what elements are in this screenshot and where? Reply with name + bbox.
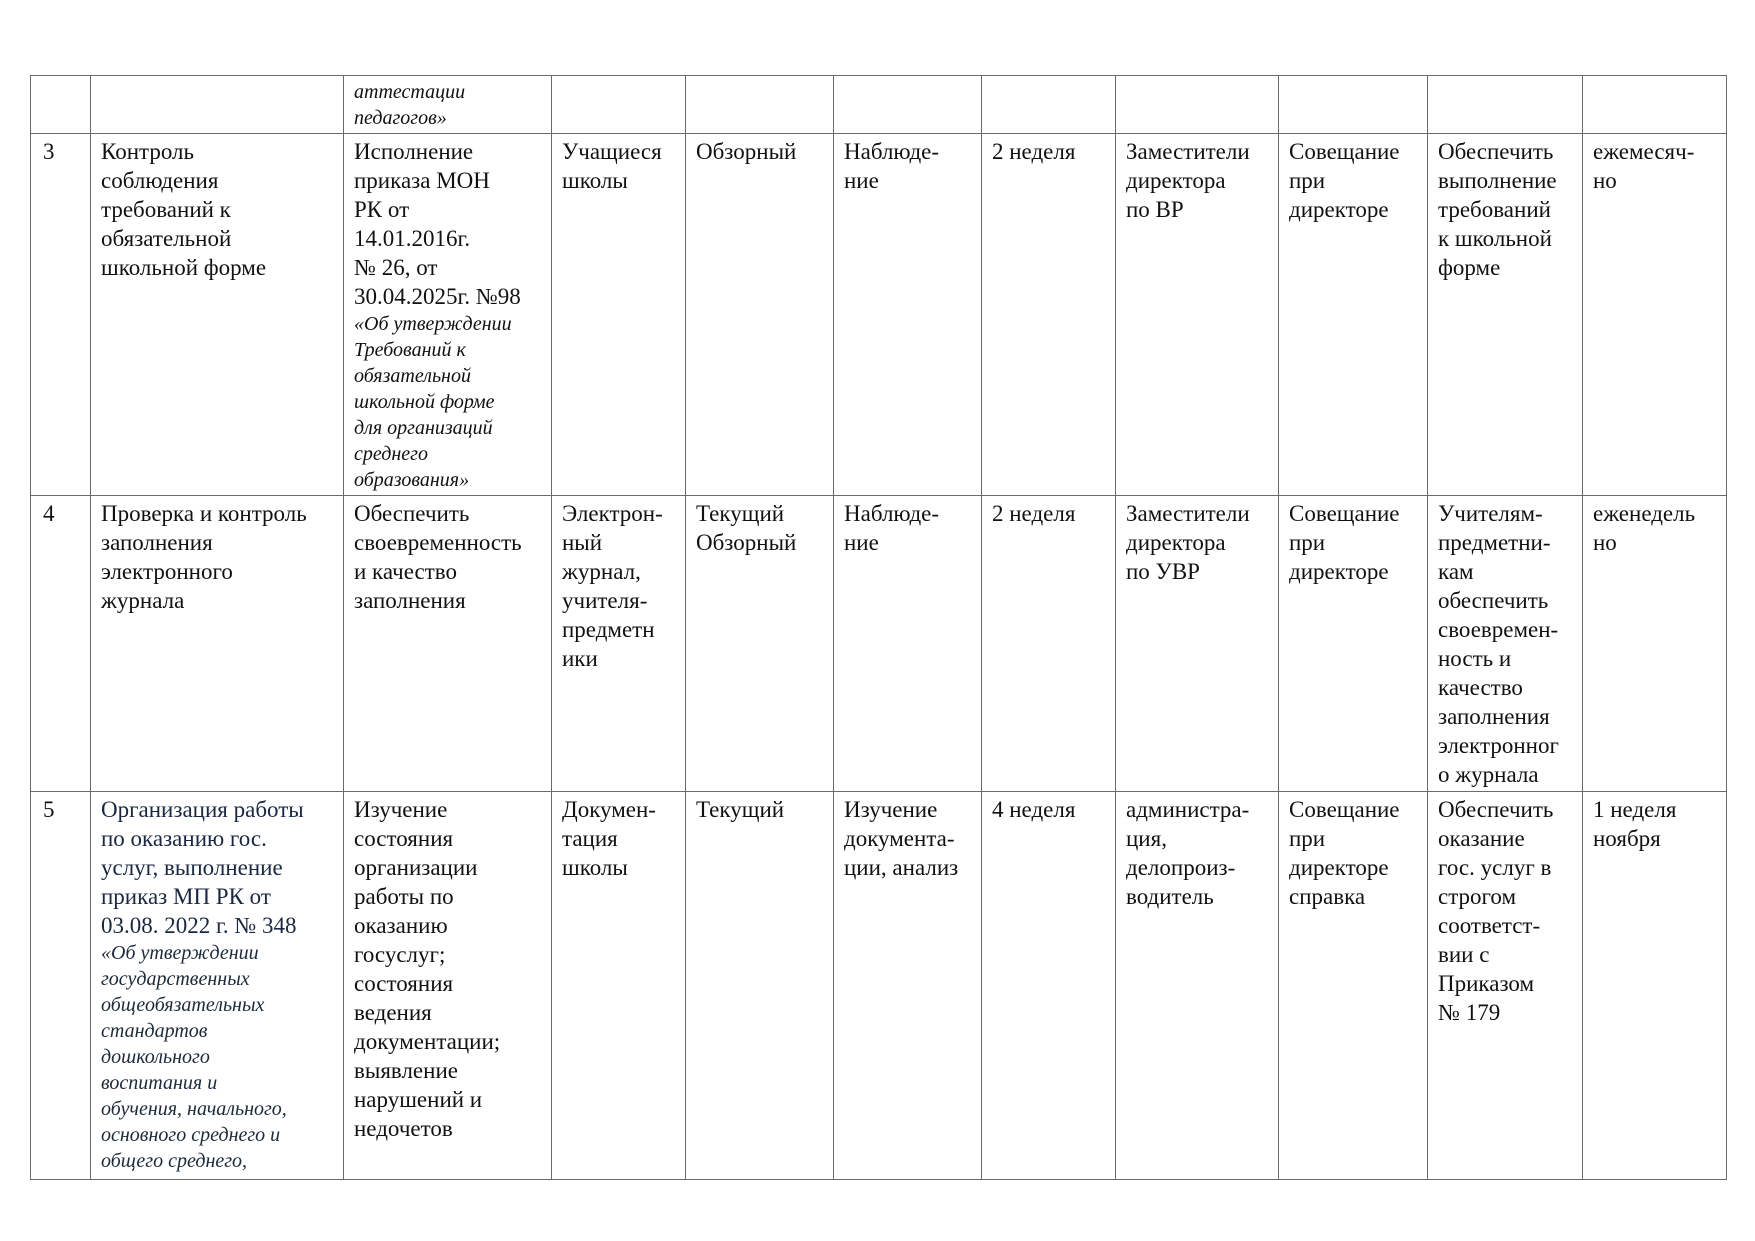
cell-responsible xyxy=(1116,496,1279,792)
cell-decision xyxy=(1428,496,1583,792)
cell-goal-line: ведения xyxy=(354,1000,432,1025)
cell-method-line: ние xyxy=(844,168,879,193)
cell-summary-place xyxy=(1279,496,1428,792)
cell-goal xyxy=(344,76,552,134)
cell-topic-line: электронного xyxy=(101,559,233,584)
cell-topic-line: соблюдения xyxy=(101,168,219,193)
cell-method-line: ции, анализ xyxy=(844,855,959,880)
cell-topic-italic-line: общего среднего, xyxy=(101,1150,248,1172)
cell-responsible-line: Заместители xyxy=(1126,501,1250,526)
cell-topic-italic-line: воспитания и xyxy=(101,1072,218,1094)
cell-goal-line: Исполнение xyxy=(354,139,474,164)
row-number-text: 4 xyxy=(43,501,55,526)
cell-decision-line: № 179 xyxy=(1438,1000,1501,1025)
cell-summary-place xyxy=(1279,792,1428,1180)
cell-object xyxy=(552,792,686,1180)
cell-control-type-line: Обзорный xyxy=(696,139,797,164)
cell-responsible-line: Заместители xyxy=(1126,139,1250,164)
cell-method-line: ние xyxy=(844,530,879,555)
cell-method-line: документа- xyxy=(844,826,955,851)
cell-goal-line: недочетов xyxy=(354,1116,453,1141)
cell-responsible-line: делопроиз- xyxy=(1126,855,1236,880)
cell-frequency xyxy=(1583,792,1727,1180)
cell-control-type xyxy=(686,134,834,496)
cell-goal-line: и качество xyxy=(354,559,457,584)
cell-topic-line: школьной форме xyxy=(101,255,267,280)
table-row xyxy=(31,76,1727,134)
cell-summary-place-line: Совещание xyxy=(1289,797,1400,822)
cell-summary-place xyxy=(1279,76,1428,134)
cell-topic-line: 03.08. 2022 г. № 348 xyxy=(101,913,297,938)
cell-goal-line: РК от xyxy=(354,197,410,222)
cell-decision-line: форме xyxy=(1438,255,1501,280)
cell-topic-italic-line: «Об утверждении xyxy=(101,942,259,964)
cell-frequency xyxy=(1583,76,1727,134)
cell-goal-line: своевременность xyxy=(354,530,522,555)
row-number-text: 3 xyxy=(43,139,55,164)
cell-topic-line: журнала xyxy=(101,588,185,613)
cell-summary-place-line: директоре xyxy=(1289,197,1389,222)
cell-object-line: Учащиеся xyxy=(562,139,662,164)
cell-responsible-line: водитель xyxy=(1126,884,1214,909)
cell-goal-line: приказа МОН xyxy=(354,168,490,193)
cell-responsible-line: по ВР xyxy=(1126,197,1184,222)
cell-topic-italic-line: основного среднего и xyxy=(101,1124,281,1146)
cell-decision-line: заполнения xyxy=(1438,704,1550,729)
cell-frequency-line: ноября xyxy=(1593,826,1661,851)
cell-decision xyxy=(1428,792,1583,1180)
cell-decision-line: кам xyxy=(1438,559,1474,584)
cell-frequency-line: еженедель xyxy=(1593,501,1696,526)
cell-summary-place-line: при xyxy=(1289,826,1326,851)
cell-topic xyxy=(91,496,344,792)
cell-period xyxy=(982,496,1116,792)
cell-goal-line: организации xyxy=(354,855,478,880)
cell-goal-italic-line: для организаций xyxy=(354,417,493,439)
cell-goal-line: работы по xyxy=(354,884,454,909)
cell-period xyxy=(982,76,1116,134)
cell-goal-line: 14.01.2016г. xyxy=(354,226,471,251)
cell-goal-italic-line: Требований к xyxy=(354,339,466,361)
cell-summary-place-line: справка xyxy=(1289,884,1366,909)
cell-summary-place-line: при xyxy=(1289,168,1326,193)
cell-goal-italic-line: образования» xyxy=(354,469,470,491)
cell-goal-line: 30.04.2025г. №98 xyxy=(354,284,521,309)
cell-decision-line: электронног xyxy=(1438,733,1559,758)
cell-goal-line: № 26, от xyxy=(354,255,438,280)
cell-frequency xyxy=(1583,496,1727,792)
cell-topic-line: обязательной xyxy=(101,226,232,251)
cell-responsible-line: директора xyxy=(1126,530,1226,555)
cell-object-line: Докумен- xyxy=(562,797,656,822)
cell-frequency-line: 1 неделя xyxy=(1593,797,1677,822)
cell-object xyxy=(552,496,686,792)
cell-object-line: ный xyxy=(562,530,603,555)
cell-decision-line: обеспечить xyxy=(1438,588,1549,613)
cell-decision-line: оказание xyxy=(1438,826,1525,851)
cell-summary-place-line: Совещание xyxy=(1289,139,1400,164)
cell-decision-line: предметни- xyxy=(1438,530,1551,555)
cell-method xyxy=(834,496,982,792)
cell-topic xyxy=(91,792,344,1180)
cell-object xyxy=(552,134,686,496)
cell-decision-line: Обеспечить xyxy=(1438,139,1554,164)
cell-period xyxy=(982,134,1116,496)
cell-object-line: школы xyxy=(562,855,628,880)
cell-goal-italic-line: «Об утверждении xyxy=(354,313,512,335)
cell-responsible xyxy=(1116,792,1279,1180)
cell-frequency-line: ежемесяч- xyxy=(1593,139,1695,164)
cell-decision-line: ность и xyxy=(1438,646,1512,671)
cell-topic-italic-line: государственных xyxy=(101,968,250,990)
cell-decision-line: строгом xyxy=(1438,884,1517,909)
cell-object-line: Электрон- xyxy=(562,501,663,526)
cell-decision xyxy=(1428,76,1583,134)
cell-topic-line: Организация работы xyxy=(101,797,304,822)
cell-object-line: ики xyxy=(562,646,598,671)
table-row xyxy=(31,134,1727,496)
cell-responsible-line: администра- xyxy=(1126,797,1250,822)
cell-frequency xyxy=(1583,134,1727,496)
cell-goal-italic-line: педагогов» xyxy=(354,107,447,129)
cell-decision-line: своевремен- xyxy=(1438,617,1559,642)
cell-period-line: 2 неделя xyxy=(992,501,1076,526)
cell-goal-italic-line: школьной форме xyxy=(354,391,495,413)
cell-goal-line: заполнения xyxy=(354,588,466,613)
cell-period-line: 4 неделя xyxy=(992,797,1076,822)
table-body xyxy=(31,76,1727,1180)
cell-topic-line: Контроль xyxy=(101,139,194,164)
cell-method-line: Изучение xyxy=(844,797,938,822)
cell-number xyxy=(31,792,91,1180)
cell-control-type xyxy=(686,76,834,134)
cell-topic-italic-line: дошкольного xyxy=(101,1046,210,1068)
cell-topic-italic-line: стандартов xyxy=(101,1020,208,1042)
cell-goal-italic-line: среднего xyxy=(354,443,428,465)
cell-goal-line: Обеспечить xyxy=(354,501,470,526)
cell-responsible-line: ция, xyxy=(1126,826,1167,851)
cell-goal xyxy=(344,496,552,792)
cell-summary-place-line: директоре xyxy=(1289,855,1389,880)
cell-method-line: Наблюде- xyxy=(844,501,940,526)
cell-frequency-line: но xyxy=(1593,168,1617,193)
cell-control-type-line: Текущий xyxy=(696,797,785,822)
cell-object-line: школы xyxy=(562,168,628,193)
cell-summary-place-line: директоре xyxy=(1289,559,1389,584)
cell-decision-line: Приказом xyxy=(1438,971,1535,996)
cell-decision xyxy=(1428,134,1583,496)
cell-topic-line: приказ МП РК от xyxy=(101,884,271,909)
cell-topic-line: Проверка и контроль xyxy=(101,501,307,526)
cell-summary-place-line: Совещание xyxy=(1289,501,1400,526)
cell-number xyxy=(31,134,91,496)
cell-goal xyxy=(344,792,552,1180)
cell-object-line: учителя- xyxy=(562,588,648,613)
cell-responsible xyxy=(1116,76,1279,134)
cell-responsible xyxy=(1116,134,1279,496)
cell-goal-line: Изучение xyxy=(354,797,448,822)
cell-decision-line: к школьной xyxy=(1438,226,1552,251)
cell-object-line: предметн xyxy=(562,617,655,642)
cell-topic-line: требований к xyxy=(101,197,231,222)
cell-number xyxy=(31,76,91,134)
cell-goal-italic-line: обязательной xyxy=(354,365,471,387)
cell-number xyxy=(31,496,91,792)
cell-decision-line: о журнала xyxy=(1438,762,1539,787)
control-plan-table xyxy=(30,75,1727,1180)
cell-topic xyxy=(91,134,344,496)
cell-frequency-line: но xyxy=(1593,530,1617,555)
cell-topic-line: по оказанию гос. xyxy=(101,826,267,851)
cell-decision-line: требований xyxy=(1438,197,1551,222)
cell-summary-place-line: при xyxy=(1289,530,1326,555)
table-row xyxy=(31,496,1727,792)
cell-topic-italic-line: обучения, начального, xyxy=(101,1098,287,1120)
cell-method xyxy=(834,792,982,1180)
cell-goal-line: документации; xyxy=(354,1029,501,1054)
cell-decision-line: качество xyxy=(1438,675,1523,700)
cell-goal-line: госуслуг; xyxy=(354,942,446,967)
cell-goal-line: выявление xyxy=(354,1058,458,1083)
cell-object-line: тация xyxy=(562,826,618,851)
cell-goal xyxy=(344,134,552,496)
cell-decision-line: Учителям- xyxy=(1438,501,1543,526)
cell-goal-italic-line: аттестации xyxy=(354,81,466,103)
cell-period xyxy=(982,792,1116,1180)
cell-method-line: Наблюде- xyxy=(844,139,940,164)
cell-summary-place xyxy=(1279,134,1428,496)
cell-responsible-line: директора xyxy=(1126,168,1226,193)
row-number-text: 5 xyxy=(43,797,55,822)
cell-goal-line: состояния xyxy=(354,971,454,996)
table-row xyxy=(31,792,1727,1180)
cell-topic-italic-line: общеобязательных xyxy=(101,994,265,1016)
cell-goal-line: оказанию xyxy=(354,913,448,938)
cell-control-type-line: Текущий xyxy=(696,501,785,526)
cell-control-type xyxy=(686,496,834,792)
cell-control-type-line: Обзорный xyxy=(696,530,797,555)
cell-object-line: журнал, xyxy=(562,559,641,584)
cell-topic-line: заполнения xyxy=(101,530,213,555)
cell-decision-line: гос. услуг в xyxy=(1438,855,1552,880)
cell-object xyxy=(552,76,686,134)
cell-goal-line: нарушений и xyxy=(354,1087,483,1112)
cell-decision-line: соответст- xyxy=(1438,913,1541,938)
cell-topic xyxy=(91,76,344,134)
cell-topic-line: услуг, выполнение xyxy=(101,855,283,880)
cell-control-type xyxy=(686,792,834,1180)
cell-period-line: 2 неделя xyxy=(992,139,1076,164)
cell-responsible-line: по УВР xyxy=(1126,559,1200,584)
cell-method xyxy=(834,76,982,134)
cell-goal-line: состояния xyxy=(354,826,454,851)
cell-method xyxy=(834,134,982,496)
cell-decision-line: выполнение xyxy=(1438,168,1557,193)
cell-decision-line: Обеспечить xyxy=(1438,797,1554,822)
cell-decision-line: вии с xyxy=(1438,942,1490,967)
